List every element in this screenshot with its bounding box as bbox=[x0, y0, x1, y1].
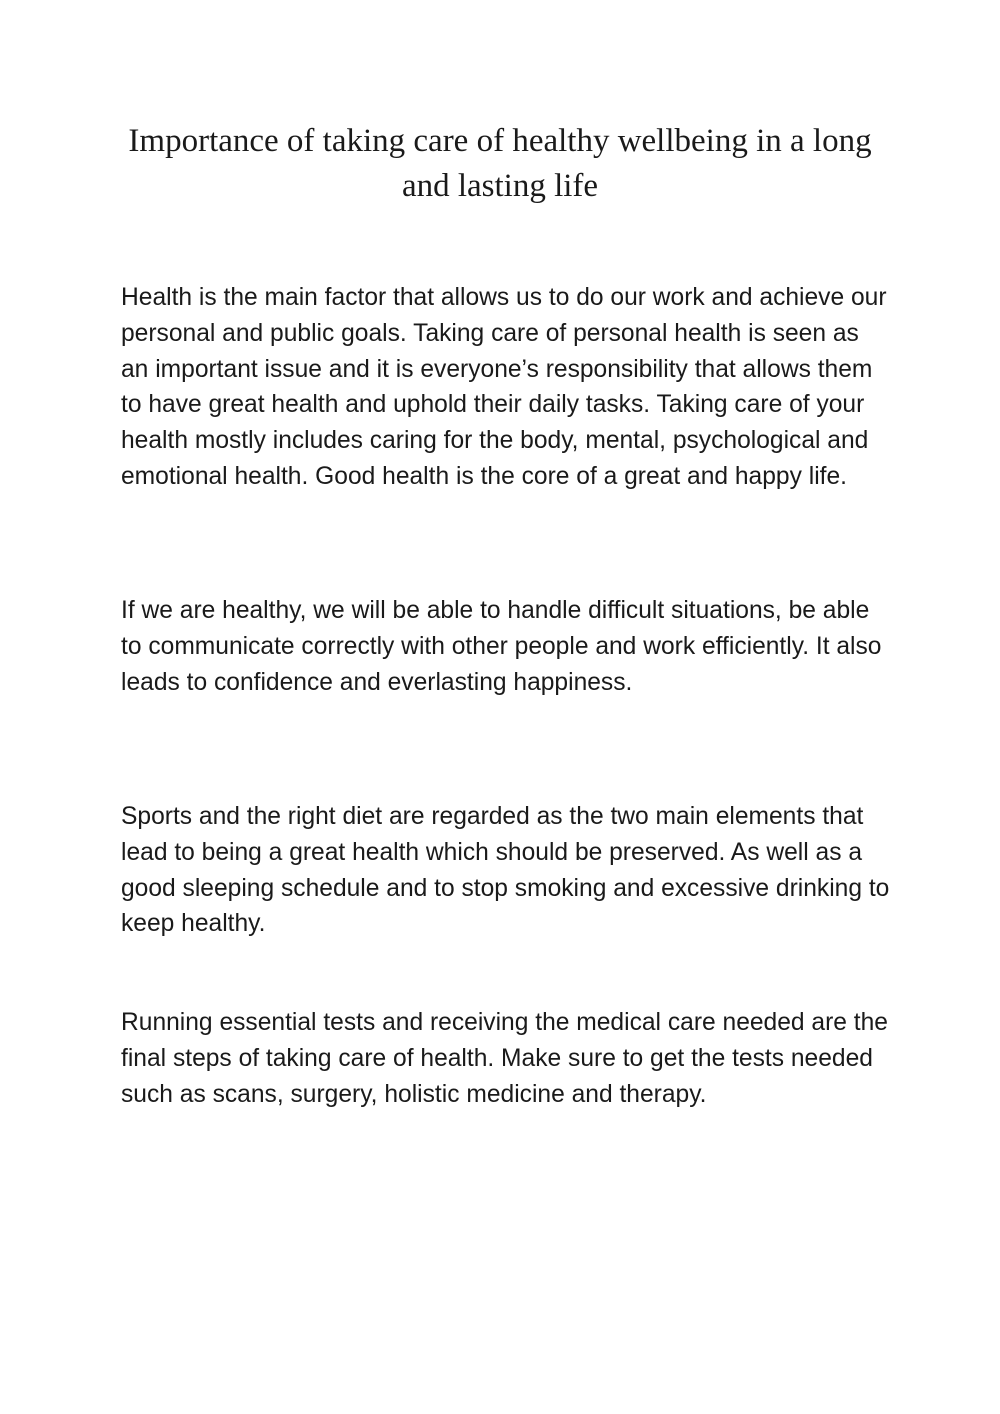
paragraph-medical-tests: Running essential tests and receiving the medical care needed are the final steps of taking care of health. Make sure to get the tests needed such as scans, surgery, holistic medicine and therapy. bbox=[121, 1009, 888, 1108]
paragraph-sports-diet: Sports and the right diet are regarded as the two main elements that lead to being a great health which should be preserved. As well as a good sleeping schedule and to stop smoking and excessive drinking to keep healthy. bbox=[121, 803, 890, 938]
document-title: Importance of taking care of healthy wellbeing in a long and lasting life bbox=[128, 123, 872, 204]
paragraph-healthy-benefits: If we are healthy, we will be able to handle difficult situations, be able to communicate correctly with other people and work efficiently. It also leads to confidence and everlasting happiness. bbox=[121, 597, 882, 696]
paragraph-health-main-factor: Health is the main factor that allows us to do our work and achieve our personal and public goals. Taking care of personal health is seen as an important issue and it is everyone’s responsibility that allows them to have great health and uphold their daily tasks. Taking care of your health mostly includes caring for the body, mental, psychological and emotional health. Good health is the core of a great and happy life. bbox=[121, 284, 887, 490]
